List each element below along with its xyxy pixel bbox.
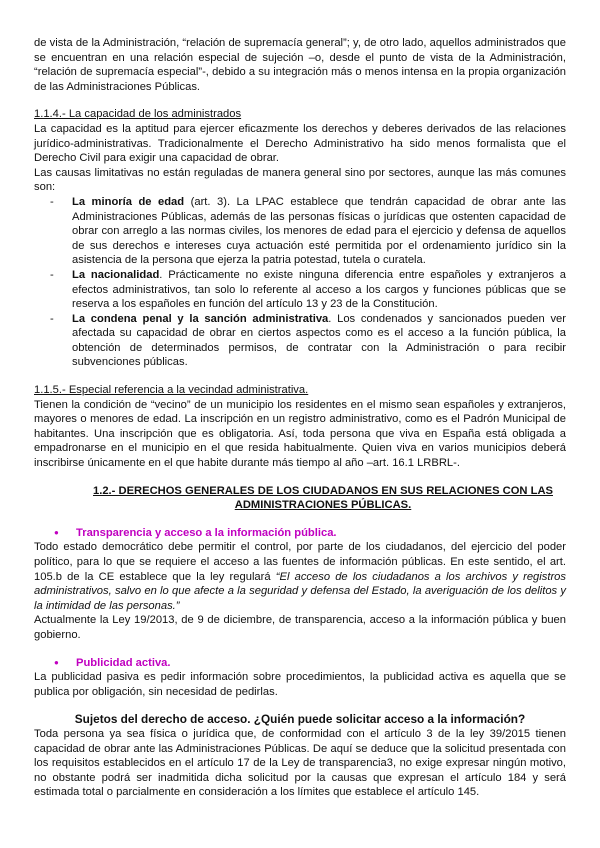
bullet-icon: ● [54, 657, 59, 667]
dash-marker: - [50, 195, 54, 208]
transparencia-heading [34, 526, 566, 541]
vecindad-paragraph: Tienen la condición de “vecino” de un municipio los residentes en el mismo sean españoles y extranjeros, mayores o menores de edad. La inscripción en un registro administrativo, como es el Padrón Municipal de habitantes. Una inscripción que es obligatoria. Así, toda persona que viva en España está obligada a empadronarse en el municipio en el que resida habitualmente. Quien viva en varios municipios deberá inscribirse únicamente en el que habite durante más tiempo al año –art. 16.1 LRBRL-. [34, 398, 566, 470]
publicidad-paragraph: La publicidad pasiva es pedir información sobre procedimientos, la publicidad activa es aquella que se publica por obligación, sin necesidad de pedirlas. [34, 671, 566, 698]
transparencia-quote: “El acceso de los ciudadanos a los archivos y registros administrativos, salvo en lo que afecte a la seguridad y defensa del Estado, la averiguación de los delitos y la intimidad de las personas.” [34, 570, 566, 612]
transparencia-paragraph-2: Actualmente la Ley 19/2013, de 9 de diciembre, de transparencia, acceso a la información pública y buen gobierno. [34, 614, 566, 641]
document-page [34, 36, 566, 800]
list-item [34, 312, 566, 370]
transparencia-title: Transparencia y acceso a la información pública. [76, 526, 337, 539]
capacidad-heading: 1.1.4.- La capacidad de los administrados [34, 108, 242, 121]
publicidad-heading [34, 656, 566, 671]
sujetos-title: Sujetos del derecho de acceso. ¿Quién puede solicitar acceso a la información? [74, 712, 526, 727]
list-item-term: La nacionalidad [72, 268, 160, 281]
dash-marker: - [50, 312, 54, 325]
list-item-term: La condena penal y la sanción administrativa [72, 312, 329, 325]
bullet-icon: ● [54, 527, 59, 537]
vecindad-heading: 1.1.5.- Especial referencia a la vecindad administrativa. [34, 384, 309, 397]
sujetos-paragraph: Toda persona ya sea física o jurídica que, de conformidad con el artículo 3 de la ley 39/2015 tienen capacidad de obrar ante las Administraciones Públicas. De aquí se deduce que la solicitud presentada con los requisitos establecidos en el artículo 17 de la Ley de transparencia3, no exige expresar ningún motivo, no obstante podrá ser inadmitida dicha solicitud por la causas que expresan el artículo 184 y será estimada total o parcialmente en consideración a los límites que establece el artículo 145. [34, 727, 566, 799]
list-item [34, 195, 566, 268]
transparencia-paragraph-1 [34, 540, 566, 613]
publicidad-title: Publicidad activa. [76, 656, 171, 669]
section-title: 1.2.- DERECHOS GENERALES DE LOS CIUDADANOS EN SUS RELACIONES CON LAS ADMINISTRACIONES PÚBLICAS. [93, 484, 553, 512]
intro-paragraph: de vista de la Administración, “relación de supremacía general”; y, de otro lado, aquellos administrados que se encuentran en una relación especial de sujeción –o, desde el punto de vista de la Administración, “relación de supremacía especial”-, debido a su integración más o menos intensa en la propia organización de las Administraciones Públicas. [34, 37, 566, 93]
list-item-term: La minoría de edad [72, 195, 185, 208]
list-item [34, 268, 566, 312]
transparencia-text: Todo estado democrático debe permitir el control, por parte de los ciudadanos, del ejercicio del poder político, para lo que se requiere el acceso a las fuentes de información públicas. En este sentido, el art. 105.b de la CE establece que la ley regulará [34, 541, 566, 583]
capacidad-paragraph-2: Las causas limitativas no están reguladas de manera general sino por sectores, aunque las más comunes son: [34, 166, 566, 194]
list-item-text: . Los condenados y sancionados pueden ver afectada su capacidad de obrar en ciertos aspectos como es el acceso a la función pública, la obtención de determinados permisos, de contratar con la Administración o para recibir subvenciones públicas. [72, 312, 566, 369]
capacidad-paragraph-1: La capacidad es la aptitud para ejercer eficazmente los derechos y deberes derivados de las relaciones jurídico-administrativas. Tradicionalmente el Derecho Administrativo ha sido menos formalista que el Derecho Civil para exigir una capacidad de obrar. [34, 122, 566, 165]
list-item-text: . Prácticamente no existe ninguna diferencia entre españoles y extranjeros a efectos administrativos, tan solo lo referente al acceso a los cargos y funciones públicas que se reserva a los españoles en función del artículo 13 y 23 de la Constitución. [72, 268, 566, 311]
capacidad-list [34, 195, 566, 370]
list-item-text: (art. 3). La LPAC establece que tendrán capacidad de obrar ante las Administraciones Públicas, además de las personas físicas o jurídicas que ostenten capacidad de obrar con arreglo a las normas civiles, los menores de edad para el ejercicio y defensa de aquellos de sus derechos e intereses cuya actuación esté permitida por el ordenamiento jurídico sin la asistencia de la persona que ejerza la patria potestad, tutela o curatela. [72, 195, 566, 267]
dash-marker: - [50, 268, 54, 281]
